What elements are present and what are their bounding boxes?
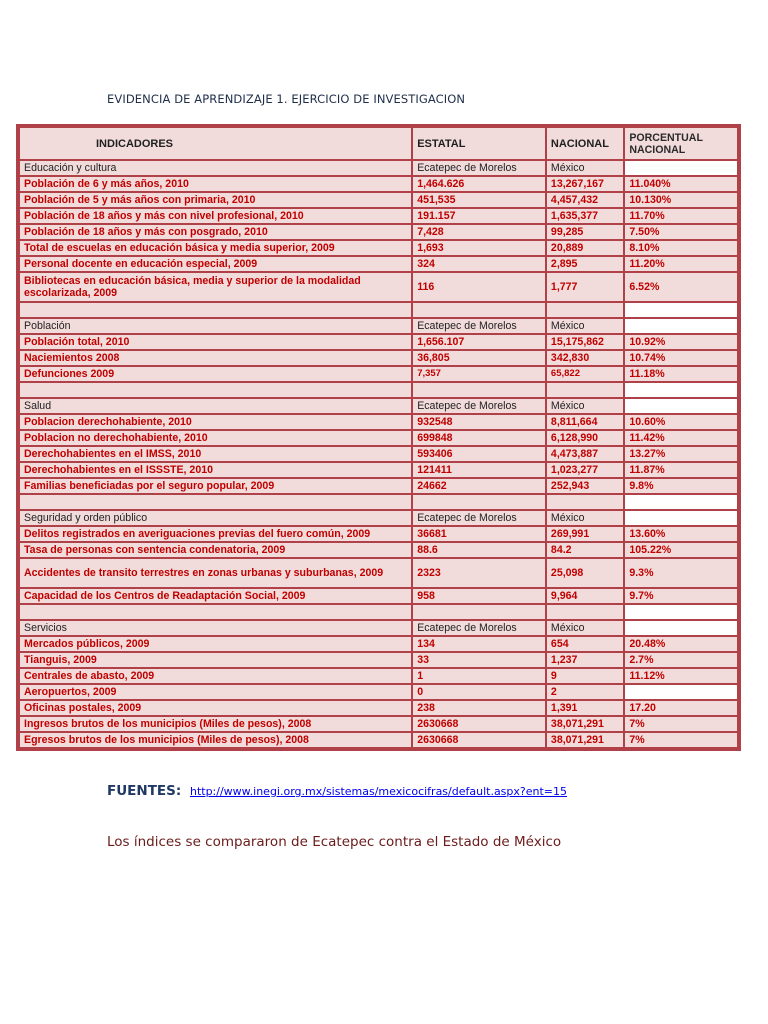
nacional-cell: 1,023,277: [547, 463, 623, 477]
indicator-cell: Ingresos brutos de los municipios (Miles de pesos), 2008: [20, 717, 411, 731]
sources-line: [107, 783, 567, 799]
table-row: [20, 733, 737, 747]
porcentual-cell: 11.12%: [625, 669, 737, 683]
nacional-cell: 15,175,862: [547, 335, 623, 349]
indicator-cell: Derechohabientes en el ISSSTE, 2010: [20, 463, 411, 477]
table-row: [20, 351, 737, 365]
indicator-cell: Población de 18 años y más con nivel profesional, 2010: [20, 209, 411, 223]
estatal-cell: 191.157: [413, 209, 545, 223]
section-row: [20, 621, 737, 635]
indicator-cell: Defunciones 2009: [20, 367, 411, 381]
nacional-cell: 20,889: [547, 241, 623, 255]
indicator-cell: Tasa de personas con sentencia condenatoria, 2009: [20, 543, 411, 557]
indicator-cell: Aeropuertos, 2009: [20, 685, 411, 699]
nacional-cell: 9,964: [547, 589, 623, 603]
porcentual-cell: 11.42%: [625, 431, 737, 445]
section-pct-blank: [625, 319, 737, 333]
indicator-cell: Población de 18 años y más con posgrado, 2010: [20, 225, 411, 239]
indicator-cell: Delitos registrados en averiguaciones previas del fuero común, 2009: [20, 527, 411, 541]
porcentual-cell: 2.7%: [625, 653, 737, 667]
section-pct-blank: [625, 621, 737, 635]
table-row: [20, 463, 737, 477]
estatal-cell: 1,656.107: [413, 335, 545, 349]
nacional-cell: 1,777: [547, 273, 623, 301]
porcentual-cell: 10.92%: [625, 335, 737, 349]
nacional-cell: 65,822: [547, 367, 623, 381]
table-header-row: [20, 128, 737, 159]
porcentual-cell: 8.10%: [625, 241, 737, 255]
section-estatal-label: Ecatepec de Morelos: [413, 621, 545, 635]
table-row: [20, 367, 737, 381]
section-name: Educación y cultura: [20, 161, 411, 175]
section-row: [20, 511, 737, 525]
section-nacional-label: México: [547, 511, 623, 525]
porcentual-cell: 10.130%: [625, 193, 737, 207]
spacer-row: [20, 605, 737, 619]
porcentual-cell: 13.27%: [625, 447, 737, 461]
estatal-cell: 134: [413, 637, 545, 651]
estatal-cell: 7,428: [413, 225, 545, 239]
estatal-cell: 116: [413, 273, 545, 301]
spacer-cell: [413, 383, 545, 397]
porcentual-cell: [625, 685, 737, 699]
indicator-cell: Derechohabientes en el IMSS, 2010: [20, 447, 411, 461]
spacer-cell: [547, 495, 623, 509]
nacional-cell: 1,391: [547, 701, 623, 715]
table-row: [20, 543, 737, 557]
nacional-cell: 38,071,291: [547, 733, 623, 747]
porcentual-cell: 9.8%: [625, 479, 737, 493]
section-row: [20, 319, 737, 333]
spacer-cell: [20, 383, 411, 397]
indicator-cell: Población total, 2010: [20, 335, 411, 349]
indicator-cell: Bibliotecas en educación básica, media y superior de la modalidad escolarizada, 2009: [20, 273, 411, 301]
spacer-cell: [625, 605, 737, 619]
indicator-cell: Naciemientos 2008: [20, 351, 411, 365]
section-name: Salud: [20, 399, 411, 413]
spacer-cell: [20, 303, 411, 317]
estatal-cell: 1,693: [413, 241, 545, 255]
header-indicadores: INDICADORES: [20, 128, 411, 159]
indicator-cell: Mercados públicos, 2009: [20, 637, 411, 651]
estatal-cell: 36,805: [413, 351, 545, 365]
section-estatal-label: Ecatepec de Morelos: [413, 511, 545, 525]
estatal-cell: 593406: [413, 447, 545, 461]
section-name: Servicios: [20, 621, 411, 635]
estatal-cell: 238: [413, 701, 545, 715]
table-row: [20, 415, 737, 429]
header-estatal: ESTATAL: [413, 128, 545, 159]
porcentual-cell: 10.60%: [625, 415, 737, 429]
nacional-cell: 25,098: [547, 559, 623, 587]
porcentual-cell: 11.18%: [625, 367, 737, 381]
table-row: [20, 209, 737, 223]
indicator-cell: Población de 5 y más años con primaria, 2010: [20, 193, 411, 207]
indicators-table-container: [16, 124, 741, 751]
table-row: [20, 335, 737, 349]
indicator-cell: Capacidad de los Centros de Readaptación Social, 2009: [20, 589, 411, 603]
estatal-cell: 2630668: [413, 717, 545, 731]
header-nacional: NACIONAL: [547, 128, 623, 159]
indicator-cell: Personal docente en educación especial, 2009: [20, 257, 411, 271]
table-row: [20, 653, 737, 667]
section-nacional-label: México: [547, 161, 623, 175]
nacional-cell: 13,267,167: [547, 177, 623, 191]
table-row: [20, 257, 737, 271]
spacer-cell: [413, 303, 545, 317]
nacional-cell: 654: [547, 637, 623, 651]
porcentual-cell: 105.22%: [625, 543, 737, 557]
porcentual-cell: 7.50%: [625, 225, 737, 239]
nacional-cell: 4,457,432: [547, 193, 623, 207]
table-row: [20, 241, 737, 255]
section-row: [20, 161, 737, 175]
indicator-cell: Total de escuelas en educación básica y media superior, 2009: [20, 241, 411, 255]
estatal-cell: 88.6: [413, 543, 545, 557]
porcentual-cell: 6.52%: [625, 273, 737, 301]
section-nacional-label: México: [547, 621, 623, 635]
porcentual-cell: 11.20%: [625, 257, 737, 271]
spacer-row: [20, 495, 737, 509]
estatal-cell: 699848: [413, 431, 545, 445]
table-row: [20, 431, 737, 445]
spacer-cell: [625, 495, 737, 509]
table-row: [20, 701, 737, 715]
table-row: [20, 559, 737, 587]
spacer-row: [20, 383, 737, 397]
porcentual-cell: 7%: [625, 717, 737, 731]
table-row: [20, 527, 737, 541]
indicator-cell: Familias beneficiadas por el seguro popular, 2009: [20, 479, 411, 493]
porcentual-cell: 7%: [625, 733, 737, 747]
nacional-cell: 6,128,990: [547, 431, 623, 445]
nacional-cell: 269,991: [547, 527, 623, 541]
section-pct-blank: [625, 399, 737, 413]
table-row: [20, 177, 737, 191]
porcentual-cell: 11.70%: [625, 209, 737, 223]
porcentual-cell: 17.20: [625, 701, 737, 715]
section-pct-blank: [625, 161, 737, 175]
spacer-cell: [547, 383, 623, 397]
indicator-cell: Accidentes de transito terrestres en zonas urbanas y suburbanas, 2009: [20, 559, 411, 587]
indicators-table: [18, 126, 739, 749]
table-row: [20, 589, 737, 603]
spacer-cell: [547, 605, 623, 619]
indicator-cell: Tianguis, 2009: [20, 653, 411, 667]
indicator-cell: Centrales de abasto, 2009: [20, 669, 411, 683]
table-row: [20, 717, 737, 731]
nacional-cell: 2: [547, 685, 623, 699]
nacional-cell: 9: [547, 669, 623, 683]
table-row: [20, 637, 737, 651]
estatal-cell: 1: [413, 669, 545, 683]
section-row: [20, 399, 737, 413]
table-row: [20, 225, 737, 239]
estatal-cell: 958: [413, 589, 545, 603]
section-name: Población: [20, 319, 411, 333]
indicator-cell: Poblacion no derechohabiente, 2010: [20, 431, 411, 445]
porcentual-cell: 11.87%: [625, 463, 737, 477]
estatal-cell: 36681: [413, 527, 545, 541]
indicator-cell: Población de 6 y más años, 2010: [20, 177, 411, 191]
sources-label: FUENTES:: [107, 783, 182, 799]
indicator-cell: Egresos brutos de los municipios (Miles de pesos), 2008: [20, 733, 411, 747]
porcentual-cell: 9.3%: [625, 559, 737, 587]
indicator-cell: Oficinas postales, 2009: [20, 701, 411, 715]
spacer-cell: [20, 605, 411, 619]
table-row: [20, 479, 737, 493]
conclusion-text: Los índices se compararon de Ecatepec contra el Estado de México: [107, 834, 562, 850]
section-estatal-label: Ecatepec de Morelos: [413, 161, 545, 175]
page-title: EVIDENCIA DE APRENDIZAJE 1. EJERCICIO DE INVESTIGACION: [107, 92, 466, 106]
spacer-cell: [625, 303, 737, 317]
section-nacional-label: México: [547, 399, 623, 413]
estatal-cell: 33: [413, 653, 545, 667]
section-nacional-label: México: [547, 319, 623, 333]
indicator-cell: Poblacion derechohabiente, 2010: [20, 415, 411, 429]
spacer-row: [20, 303, 737, 317]
nacional-cell: 84.2: [547, 543, 623, 557]
nacional-cell: 8,811,664: [547, 415, 623, 429]
spacer-cell: [20, 495, 411, 509]
nacional-cell: 99,285: [547, 225, 623, 239]
estatal-cell: 2630668: [413, 733, 545, 747]
header-porcentual: PORCENTUAL NACIONAL: [625, 128, 737, 159]
estatal-cell: 121411: [413, 463, 545, 477]
section-name: Seguridad y orden público: [20, 511, 411, 525]
estatal-cell: 2323: [413, 559, 545, 587]
estatal-cell: 451,535: [413, 193, 545, 207]
porcentual-cell: 9.7%: [625, 589, 737, 603]
nacional-cell: 1,237: [547, 653, 623, 667]
indicators-table-body: [20, 128, 737, 747]
porcentual-cell: 11.040%: [625, 177, 737, 191]
nacional-cell: 38,071,291: [547, 717, 623, 731]
section-estatal-label: Ecatepec de Morelos: [413, 399, 545, 413]
porcentual-cell: 13.60%: [625, 527, 737, 541]
estatal-cell: 24662: [413, 479, 545, 493]
table-row: [20, 193, 737, 207]
spacer-cell: [413, 495, 545, 509]
nacional-cell: 252,943: [547, 479, 623, 493]
estatal-cell: 7,357: [413, 367, 545, 381]
estatal-cell: 0: [413, 685, 545, 699]
section-estatal-label: Ecatepec de Morelos: [413, 319, 545, 333]
table-row: [20, 669, 737, 683]
nacional-cell: 4,473,887: [547, 447, 623, 461]
table-row: [20, 273, 737, 301]
estatal-cell: 324: [413, 257, 545, 271]
estatal-cell: 1,464.626: [413, 177, 545, 191]
nacional-cell: 1,635,377: [547, 209, 623, 223]
section-pct-blank: [625, 511, 737, 525]
spacer-cell: [625, 383, 737, 397]
sources-link[interactable]: http://www.inegi.org.mx/sistemas/mexicocifras/default.aspx?ent=15: [189, 785, 568, 798]
table-row: [20, 685, 737, 699]
table-row: [20, 447, 737, 461]
nacional-cell: 2,895: [547, 257, 623, 271]
spacer-cell: [547, 303, 623, 317]
porcentual-cell: 10.74%: [625, 351, 737, 365]
porcentual-cell: 20.48%: [625, 637, 737, 651]
estatal-cell: 932548: [413, 415, 545, 429]
nacional-cell: 342,830: [547, 351, 623, 365]
spacer-cell: [413, 605, 545, 619]
